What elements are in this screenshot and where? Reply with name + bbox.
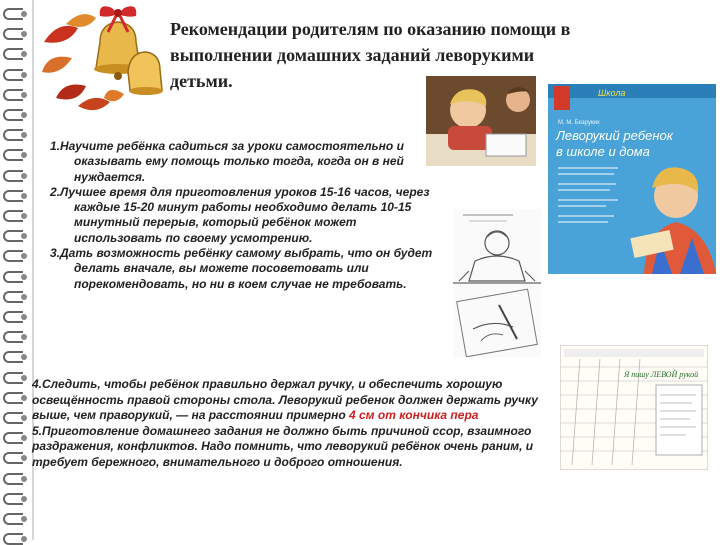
spiral-loop xyxy=(3,109,23,121)
spiral-loop xyxy=(3,89,23,101)
spiral-binding xyxy=(0,0,34,540)
spiral-ring xyxy=(3,28,31,40)
tip4-highlight: 4 см от кончика пера xyxy=(348,408,479,422)
spiral-ring xyxy=(3,513,31,525)
spiral-ring xyxy=(3,230,31,242)
spiral-hole xyxy=(21,11,27,17)
spiral-ring xyxy=(3,331,31,343)
spiral-hole xyxy=(21,334,27,340)
spiral-hole xyxy=(21,31,27,37)
spiral-loop xyxy=(3,149,23,161)
spiral-hole xyxy=(21,536,27,542)
spiral-ring xyxy=(3,473,31,485)
spiral-loop xyxy=(3,533,23,545)
copybook-image xyxy=(560,345,708,470)
spiral-hole xyxy=(21,476,27,482)
book-cover-image xyxy=(548,84,716,274)
spiral-loop xyxy=(3,392,23,404)
spiral-ring xyxy=(3,351,31,363)
spiral-loop xyxy=(3,230,23,242)
spiral-loop xyxy=(3,28,23,40)
spiral-loop xyxy=(3,311,23,323)
spiral-hole xyxy=(21,516,27,522)
tip-item: 5.Приготовление домашнего задания не должно быть причиной ссор, взаимного раздражения, конфликтов. Надо помнить, что леворукий ребёнок очень раним, и требует бережного, внимательного и доброго отношения. xyxy=(32,423,534,469)
spiral-ring xyxy=(3,8,31,20)
spiral-hole xyxy=(21,132,27,138)
spiral-hole xyxy=(21,375,27,381)
leaf-icon xyxy=(42,14,96,99)
spiral-loop xyxy=(3,291,23,303)
spiral-ring xyxy=(3,129,31,141)
spiral-ring xyxy=(3,210,31,222)
spiral-loop xyxy=(3,129,23,141)
book-series: Школа xyxy=(598,88,626,98)
spiral-ring xyxy=(3,291,31,303)
tip-item: 3.Дать возможность ребёнку самому выбрать, что он будет делать вначале, вы можете посоветовать или порекомендовать, но ни в коем случае не требовать. xyxy=(50,246,433,291)
tip-item: 1.Научите ребёнка садиться за уроки самостоятельно и оказывать ему помощь только тогда, когда он в ней нуждается. xyxy=(50,139,404,184)
spiral-hole xyxy=(21,72,27,78)
spiral-loop xyxy=(3,331,23,343)
bells-decoration xyxy=(38,2,166,122)
copybook-caption: Я пишу ЛЕВОЙ рукой xyxy=(624,370,699,379)
spiral-hole xyxy=(21,274,27,280)
tips-list-continued xyxy=(32,377,552,470)
child-reading-illustration xyxy=(426,76,536,166)
spiral-ring xyxy=(3,69,31,81)
writing-posture-sketch xyxy=(453,209,541,357)
spiral-ring xyxy=(3,190,31,202)
spiral-loop xyxy=(3,513,23,525)
spiral-ring xyxy=(3,533,31,545)
spiral-ring xyxy=(3,170,31,182)
book-title-line1: Леворукий ребенок xyxy=(556,128,673,143)
spiral-hole xyxy=(21,455,27,461)
spiral-loop xyxy=(3,250,23,262)
spiral-hole xyxy=(21,51,27,57)
spiral-loop xyxy=(3,432,23,444)
tip-item xyxy=(32,377,552,424)
spiral-hole xyxy=(21,112,27,118)
spiral-hole xyxy=(21,173,27,179)
spiral-loop xyxy=(3,271,23,283)
spiral-loop xyxy=(3,372,23,384)
spiral-loop xyxy=(3,210,23,222)
spiral-ring xyxy=(3,392,31,404)
spiral-loop xyxy=(3,48,23,60)
spiral-ring xyxy=(3,109,31,121)
leaf-icon xyxy=(78,90,124,110)
spiral-ring xyxy=(3,452,31,464)
spiral-hole xyxy=(21,92,27,98)
spiral-loop xyxy=(3,473,23,485)
spiral-hole xyxy=(21,193,27,199)
spiral-ring xyxy=(3,412,31,424)
spiral-hole xyxy=(21,435,27,441)
spiral-hole xyxy=(21,496,27,502)
spiral-hole xyxy=(21,253,27,259)
spiral-ring xyxy=(3,432,31,444)
spiral-ring xyxy=(3,149,31,161)
book-author: М. М. Безруких xyxy=(558,120,600,126)
spiral-hole xyxy=(21,294,27,300)
spiral-hole xyxy=(21,395,27,401)
tip4-text: 4.Следить, чтобы ребёнок правильно держал ручку, и обеспечить хорошую освещённость правой стороны стола. Леворукий ребенок должен держать ручку выше, чем праворукий, — на расстоянии примерно xyxy=(32,377,538,422)
spiral-loop xyxy=(3,452,23,464)
spiral-ring xyxy=(3,271,31,283)
spiral-loop xyxy=(3,8,23,20)
book-title-line2: в школе и дома xyxy=(556,144,650,159)
tips-list xyxy=(50,139,434,292)
spiral-ring xyxy=(3,372,31,384)
spiral-hole xyxy=(21,354,27,360)
spiral-loop xyxy=(3,190,23,202)
page-title: Рекомендации родителям по оказанию помощи в выполнении домашних заданий леворукими детьми. xyxy=(170,19,571,91)
spiral-loop xyxy=(3,69,23,81)
spiral-ring xyxy=(3,250,31,262)
spiral-ring xyxy=(3,311,31,323)
bell-icon xyxy=(94,22,163,95)
spiral-ring xyxy=(3,89,31,101)
spiral-hole xyxy=(21,213,27,219)
spiral-ring xyxy=(3,48,31,60)
spiral-loop xyxy=(3,170,23,182)
spiral-hole xyxy=(21,233,27,239)
spiral-hole xyxy=(21,152,27,158)
spiral-hole xyxy=(21,314,27,320)
spiral-loop xyxy=(3,493,23,505)
spiral-loop xyxy=(3,412,23,424)
spiral-hole xyxy=(21,415,27,421)
spiral-loop xyxy=(3,351,23,363)
spiral-ring xyxy=(3,493,31,505)
tip-item: 2.Лучшее время для приготовления уроков 15-16 часов, через каждые 15-20 минут работы необходимо делать 10-15 минутный перерыв, который ребёнок может использовать по своему усмотрению. xyxy=(50,184,430,245)
